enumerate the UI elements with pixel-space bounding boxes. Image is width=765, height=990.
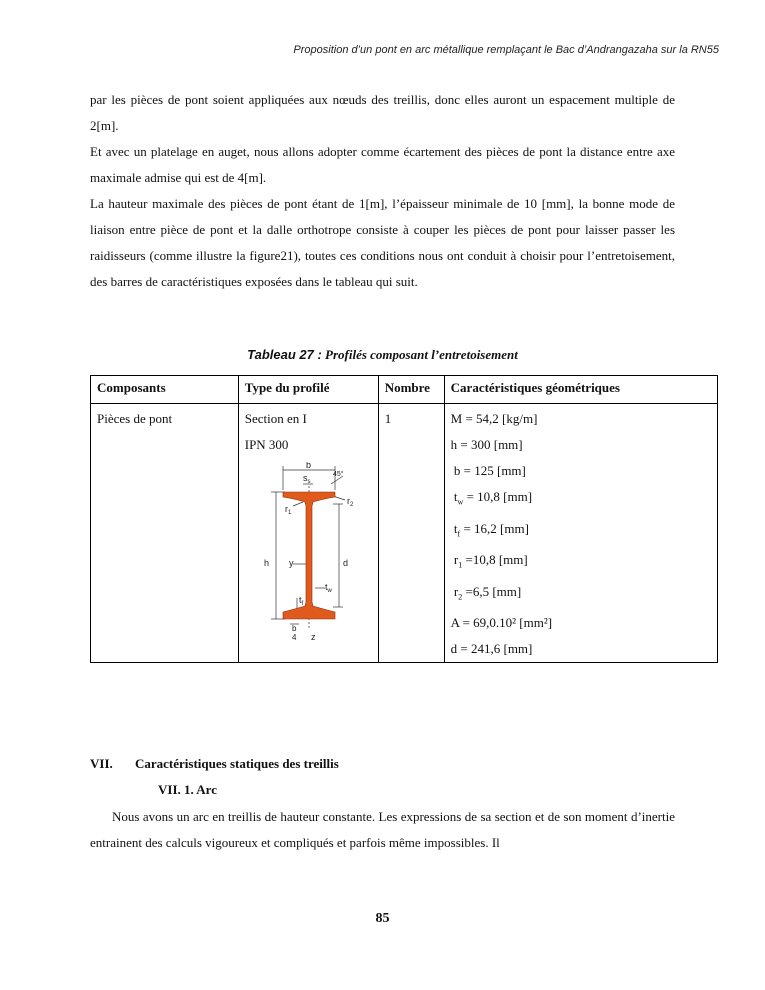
profile-name: IPN 300 [244, 437, 289, 452]
ibeam-figure [263, 462, 363, 650]
geo-width: b = 125 [mm] [450, 463, 526, 478]
table-caption [0, 347, 765, 363]
label-angle: 45° [332, 471, 344, 478]
label-r2: $r_2$ [346, 496, 354, 508]
intro-paragraph-2: Et avec un platelage en auget, nous allons adopter comme écartement des pièces de pont la distance entre axe maximale admise qui est de 4[m]. [90, 144, 675, 185]
table-caption-number: Tableau 27 : [247, 347, 322, 362]
header-count: Nombre [378, 376, 444, 404]
section-title: Caractéristiques statiques des treillis [135, 756, 339, 771]
profiles-table [90, 375, 718, 663]
label-s: $s_s$ [302, 473, 311, 485]
geo-tf: $t_f = 16,2$ [mm] [450, 520, 529, 539]
table-row [91, 404, 718, 663]
label-r1: $r_1$ [284, 504, 292, 516]
intro-paragraph-3: La hauteur maximale des pièces de pont étant de 1[m], l’épaisseur minimale de 10 [mm], la bonne mode de liaison entre pièce de pont et la dalle orthotrope consiste à couper les pièces de pont pour laisser passer les raidisseurs (comme illustre la figure21), toutes ces conditions nous ont conduit à choisir pour l’entretoisement, des barres de caractéristiques exposées dans le tableau qui suit. [90, 196, 675, 289]
label-z: z [310, 632, 316, 642]
label-d: d [342, 558, 348, 568]
geo-height: h = 300 [mm] [450, 437, 523, 452]
geo-r1: $r_1 =10,8$ [mm] [450, 552, 528, 570]
intro-paragraph-1: par les pièces de pont soient appliquées aux nœuds des treillis, donc elles auront un espacement multiple de 2[m]. [90, 92, 675, 133]
count-value: 1 [384, 411, 392, 426]
geo-d: d = 241,6 [mm] [450, 641, 533, 657]
label-h: h [263, 558, 269, 568]
final-paragraph-text: Nous avons un arc en treillis de hauteur constante. Les expressions de sa section et de son moment d’inertie entrainent des calculs vigoureux et compliqués et parfois même impossibles. Il [90, 809, 675, 850]
header-profile-type: Type du profilé [238, 376, 378, 404]
geo-area: A = 69,0.10² [mm²] [450, 615, 553, 631]
page-number: 85 [375, 911, 390, 926]
final-paragraph [90, 804, 675, 856]
geo-mass: M = 54,2 [kg/m] [450, 411, 538, 426]
header-geometry: Caractéristiques géométriques [444, 376, 717, 404]
cell-geometry [444, 404, 717, 663]
table-caption-text: Profilés composant l’entretoisement [321, 347, 518, 362]
geo-r2: $r_2 =6,5$ [mm] [450, 583, 522, 602]
running-header: Proposition d’un pont en arc métallique remplaçant le Bac d’Andrangazaha sur la RN55 [293, 44, 719, 56]
label-b4-num: b [291, 624, 297, 633]
header-components: Composants [91, 376, 239, 404]
label-tf: $t_f$ [298, 595, 303, 607]
cell-profile [238, 404, 378, 663]
section-number: VII. [90, 756, 113, 771]
profile-type: Section en I [244, 411, 307, 426]
cell-count [378, 404, 444, 663]
geo-tw: $t_w = 10,8$ [mm] [450, 489, 533, 507]
intro-text [90, 87, 675, 295]
subsection-heading: VII. 1. Arc [158, 782, 217, 797]
label-y: y [288, 558, 294, 568]
cell-component [91, 404, 239, 663]
table-header-row [91, 376, 718, 404]
section-heading [90, 756, 339, 772]
label-b4-den: 4 [291, 633, 297, 642]
label-b: b [305, 462, 311, 470]
label-tw: $t_w$ [324, 582, 332, 594]
component-name: Pièces de pont [97, 411, 173, 426]
